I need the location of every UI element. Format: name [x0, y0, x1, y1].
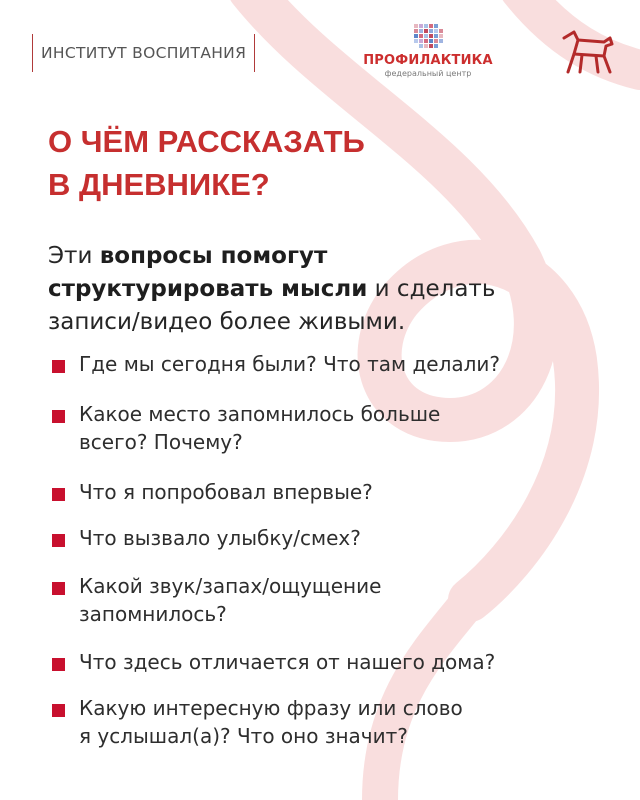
list-item: [48, 350, 618, 378]
question-line: Что вызвало улыбку/смех?: [79, 526, 361, 550]
page-title: [48, 120, 568, 206]
list-item: [48, 572, 618, 628]
question-line: я услышал(а)? Что оно значит?: [79, 724, 408, 748]
bullet-square: [52, 360, 65, 373]
brand-subtitle: федеральный центр: [384, 69, 472, 78]
brand-logo-grid-icon: [408, 24, 448, 50]
intro-rest-1: и сделать: [367, 276, 496, 302]
title-line-1: О ЧЁМ РАССКАЗАТЬ: [48, 124, 365, 159]
intro-bold-2: структурировать мысли: [48, 276, 368, 302]
brand-name: ПРОФИЛАКТИКА: [363, 53, 493, 68]
bullet-square: [52, 488, 65, 501]
institute-logo: [32, 34, 255, 72]
institute-name: ИНСТИТУТ ВОСПИТАНИЯ: [41, 44, 247, 62]
question-line: Какое место запомнилось больше: [79, 402, 441, 426]
question-line: Какой звук/запах/ощущение: [79, 574, 382, 598]
list-item: [48, 648, 618, 676]
question-line: Какую интересную фразу или слово: [79, 696, 463, 720]
intro-lead: Эти: [48, 243, 100, 269]
bullet-square: [52, 704, 65, 717]
question-line: запомнилось?: [79, 602, 227, 626]
horse-logo-icon: [560, 28, 616, 76]
list-item: [48, 400, 618, 456]
question-line: Где мы сегодня были? Что там делали?: [79, 352, 501, 376]
question-line: Что я попробовал впервые?: [79, 480, 373, 504]
list-item: [48, 694, 618, 750]
bullet-square: [52, 410, 65, 423]
bullet-square: [52, 658, 65, 671]
question-line: Что здесь отличается от нашего дома?: [79, 650, 496, 674]
header: [0, 0, 640, 100]
list-item: [48, 524, 618, 552]
list-item: [48, 478, 618, 506]
bullet-square: [52, 534, 65, 547]
brand-logo: [360, 24, 496, 84]
intro-paragraph: [48, 240, 608, 339]
intro-rest-2: записи/видео более живыми.: [48, 309, 406, 335]
title-line-2: В ДНЕВНИКЕ?: [48, 167, 270, 202]
intro-bold-1: вопросы помогут: [99, 243, 328, 269]
bullet-square: [52, 582, 65, 595]
question-line: всего? Почему?: [79, 430, 243, 454]
